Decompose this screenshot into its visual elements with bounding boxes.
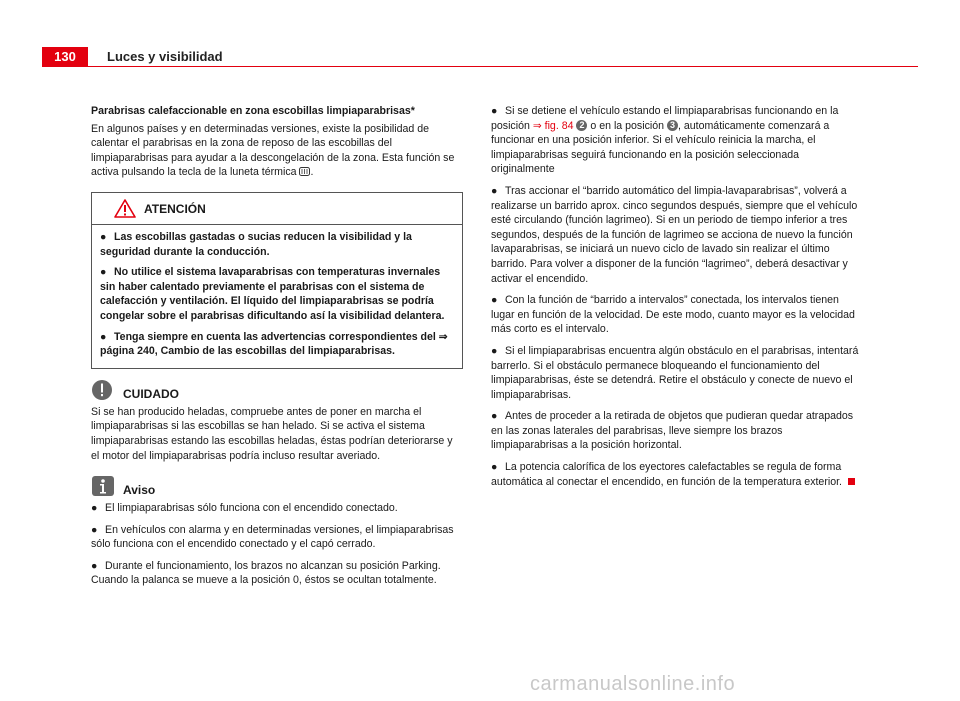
warning-item: ● Tenga siempre en cuenta las advertencias correspondientes del ⇒ página 240, Cambio de las escobillas del limpiaparabrisas.	[100, 330, 448, 358]
left-column	[91, 104, 463, 595]
note-item: ● En vehículos con alarma y en determinadas versiones, el limpiaparabrisas sólo funciona con el encendido conectado y el capó cerrado.	[91, 523, 454, 551]
position-badge: 3	[667, 120, 678, 131]
caution-section	[91, 383, 463, 463]
section-heading: Parabrisas calefaccionable en zona escobillas limpiaparabrisas*	[91, 105, 415, 117]
caution-icon	[91, 379, 113, 401]
caution-title: CUIDADO	[123, 386, 179, 401]
warning-item: ● Las escobillas gastadas o sucias reducen la visibilidad y la seguridad durante la conducción.	[100, 230, 412, 258]
warning-item: ● No utilice el sistema lavaparabrisas con temperaturas invernales sin haber calentado previamente el parabrisas con el sistema de calefacción y ventilación. El líquido del limpiaparabrisas se podría congelar sobre el parabrisas dificultando así la visibilidad delantera.	[100, 266, 445, 322]
info-icon	[91, 475, 115, 497]
list-item: ● Si el limpiaparabrisas encuentra algún obstáculo en el parabrisas, intentará barrerlo. Si el obstáculo permanece bloqueando el funcionamiento del limpiaparabrisas, éste se detendrá. Retire el obstáculo y conecte de nuevo el limpiaparabrisas.	[491, 344, 859, 401]
watermark: carmanualsonline.info	[530, 673, 736, 695]
note-item: ● Durante el funcionamiento, los brazos no alcanzan su posición Parking. Cuando la palanca se mueve a la posición 0, éstos se ocultan totalmente.	[91, 559, 441, 587]
warning-body	[92, 225, 462, 368]
page-header	[42, 47, 918, 67]
header-rule	[42, 66, 918, 67]
list-item: ● Con la función de “barrido a intervalos” conectada, los intervalos tienen lugar en función de la velocidad. De este modo, cuanto mayor es la velocidad más corto es el intervalo.	[491, 294, 855, 336]
position-badge: 2	[576, 120, 587, 131]
figure-link[interactable]: ⇒ fig. 84	[532, 119, 574, 132]
note-header	[91, 479, 463, 501]
rear-window-heater-icon	[299, 167, 310, 176]
list-item: ● Si se detiene el vehículo estando el limpiaparabrisas funcionando en la posición ⇒ fig. 84 2 o en la posición 3 , automáticamente comenzará a funcionar en una posición inferior. Si el vehículo reinicia la marcha, el limpiaparabrisas seguirá funcionando en la posición seleccionada originalmente	[491, 105, 839, 176]
list-item: ● La potencia calorífica de los eyectores calefactables se regula de forma automática al conectar el encendido, en función de la temperatura exterior.	[491, 460, 861, 489]
chapter-title: Luces y visibilidad	[107, 49, 223, 64]
caution-text: Si se han producido heladas, compruebe antes de poner en marcha el limpiaparabrisas si las escobillas se han helado. Si se activa el sistema limpiaparabrisas estando las escobillas heladas, éstas podrían deteriorarse y el motor del limpiaparabrisas podría incluso resultar averiado.	[91, 405, 453, 462]
note-section	[91, 479, 463, 588]
note-item: ● El limpiaparabrisas sólo funciona con el encendido conectado.	[91, 502, 398, 515]
warning-triangle-icon	[114, 199, 136, 218]
note-title: Aviso	[123, 483, 156, 498]
caution-header	[91, 383, 463, 405]
section-end-marker	[848, 478, 855, 485]
warning-box	[91, 192, 463, 369]
page-number: 130	[42, 47, 88, 67]
warning-title: ATENCIÓN	[144, 201, 206, 216]
intro-paragraph: En algunos países y en determinadas versiones, existe la posibilidad de calentar el parabrisas en la zona de reposo de las escobillas del limpiaparabrisas para ayudar a la descongelación de la zona. Esta función se activa pulsando la tecla de la luneta térmica .	[91, 122, 455, 179]
right-column	[491, 104, 861, 496]
list-item: ● Tras accionar el “barrido automático del limpia-lavaparabrisas”, volverá a realizarse un barrido aprox. cinco segundos después, siempre que el vehículo esté circulando (función lagrimeo). Si en un periodo de tiempo inferior a tres segundos, después de la función de lagrimeo se acciona de nuevo la función lavaparabrisas, se iniciará un nuevo ciclo de lavado sin realizar el último barrido. Para volver a disponer de la función “lagrimeo”, deberá desactivar y activar el encendido.	[491, 184, 858, 285]
warning-header	[92, 193, 462, 225]
list-item: ● Antes de proceder a la retirada de objetos que pudieran quedar atrapados en las zonas laterales del parabrisas, lleve siempre los brazos limpiaparabrisas a la posición horizontal.	[491, 410, 854, 452]
